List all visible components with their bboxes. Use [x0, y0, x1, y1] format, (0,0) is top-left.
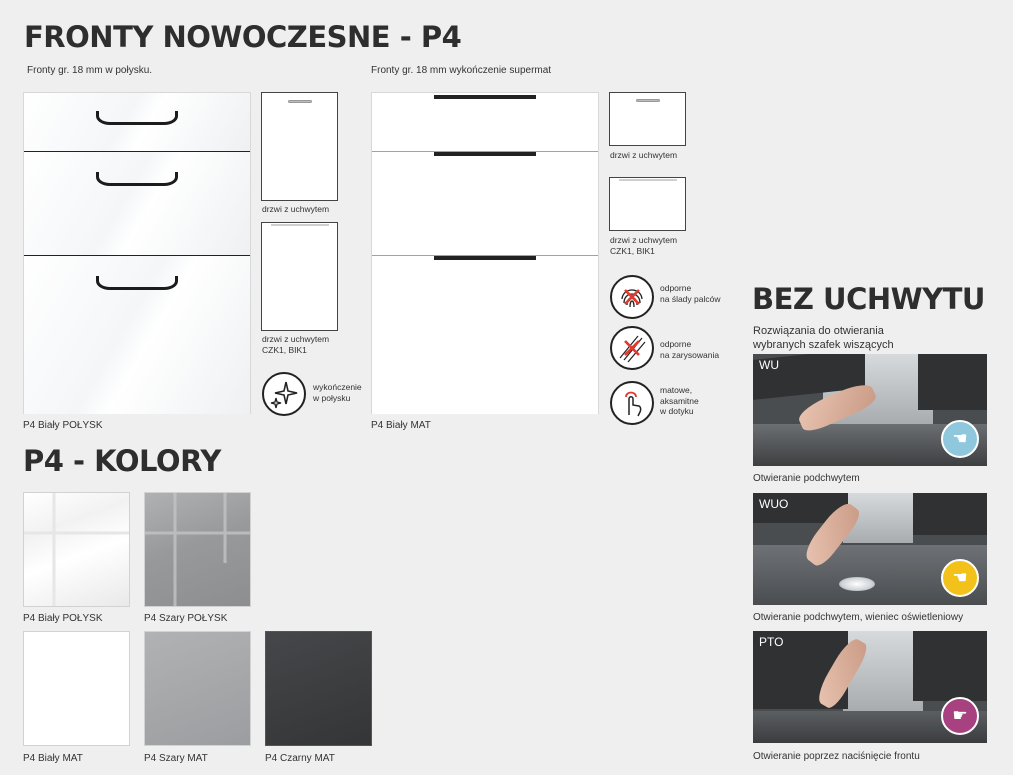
option-caption: Otwieranie podchwytem: [753, 473, 860, 484]
door-label: drzwi z uchwytem CZK1, BIK1: [262, 334, 330, 355]
gloss-front-image: [23, 92, 251, 414]
feature-label: matowe, aksamitne w dotyku: [660, 385, 699, 417]
door-top-handle-icon: [271, 224, 329, 226]
scratch-icon: [610, 326, 654, 370]
fingerprint-icon: [610, 275, 654, 319]
curved-handle-icon: [96, 111, 178, 125]
mat-drawer-1: [372, 93, 598, 152]
feature-label: wykończenie w połysku: [313, 382, 362, 403]
option-code: PTO: [759, 635, 784, 649]
mat-drawer-3: [372, 256, 598, 414]
door-with-top-handle: [261, 222, 338, 331]
swatch-bialy-polysk: [23, 492, 130, 607]
swatch-bialy-mat: [23, 631, 130, 746]
swatch-szary-mat: [144, 631, 251, 746]
swatch-label: P4 Biały POŁYSK: [23, 613, 103, 624]
gloss-drawer-1: [24, 93, 250, 152]
touch-icon: [610, 381, 654, 425]
mat-caption: P4 Biały MAT: [371, 420, 431, 431]
curved-handle-icon: [96, 276, 178, 290]
mat-front-image: [371, 92, 599, 414]
photo-cabinet: [913, 493, 987, 535]
feature-label: odporne na ślady palców: [660, 283, 721, 304]
gloss-drawer-3: [24, 256, 250, 414]
hand-lift-icon: ☚: [941, 420, 979, 458]
mat-subtitle: Fronty gr. 18 mm wykończenie supermat: [371, 65, 552, 76]
bar-handle-icon: [434, 95, 536, 99]
door-label: drzwi z uchwytem: [610, 150, 678, 160]
swatch-szary-polysk: [144, 492, 251, 607]
feature-label: odporne na zarysowania: [660, 339, 720, 360]
sparkle-icon: [262, 372, 306, 416]
photo-cabinet: [913, 631, 987, 701]
door-label: drzwi z uchwytem: [262, 204, 330, 214]
page-title: FRONTY NOWOCZESNE - P4: [24, 20, 462, 54]
swatch-label: P4 Czarny MAT: [265, 753, 335, 764]
door-label: drzwi z uchwytem CZK1, BIK1: [610, 235, 678, 256]
option-code: WUO: [759, 497, 789, 511]
photo-cabinet: [918, 354, 987, 410]
door-with-handle: [609, 92, 686, 146]
mat-drawer-2: [372, 152, 598, 256]
gloss-drawer-2: [24, 152, 250, 256]
option-caption: Otwieranie poprzez naciśnięcie frontu: [753, 751, 920, 762]
gloss-caption: P4 Biały POŁYSK: [23, 420, 103, 431]
option-code: WU: [759, 358, 779, 372]
hand-push-icon: ☛: [941, 697, 979, 735]
door-with-top-handle: [609, 177, 686, 231]
door-top-handle-icon: [619, 179, 677, 181]
colors-title: P4 - KOLORY: [23, 444, 221, 478]
swatch-czarny-mat: [265, 631, 372, 746]
bar-handle-icon: [434, 152, 536, 156]
door-with-handle: [261, 92, 338, 201]
hand-lift-light-icon: ☚: [941, 559, 979, 597]
door-handle-icon: [636, 99, 660, 102]
option-caption: Otwieranie podchwytem, wieniec oświetleniowy: [753, 612, 964, 623]
curved-handle-icon: [96, 172, 178, 186]
door-handle-icon: [288, 100, 312, 103]
bar-handle-icon: [434, 256, 536, 260]
light-spot: [839, 577, 875, 591]
pto-photo: [753, 631, 987, 743]
no-handle-subtitle: Rozwiązania do otwierania wybranych szafek wiszących: [753, 325, 894, 351]
no-handle-title: BEZ UCHWYTU: [752, 282, 985, 316]
swatch-label: P4 Szary POŁYSK: [144, 613, 228, 624]
gloss-subtitle: Fronty gr. 18 mm w połysku.: [27, 65, 153, 76]
wu-photo: [753, 354, 987, 466]
swatch-label: P4 Biały MAT: [23, 753, 83, 764]
swatch-label: P4 Szary MAT: [144, 753, 208, 764]
wuo-photo: [753, 493, 987, 605]
